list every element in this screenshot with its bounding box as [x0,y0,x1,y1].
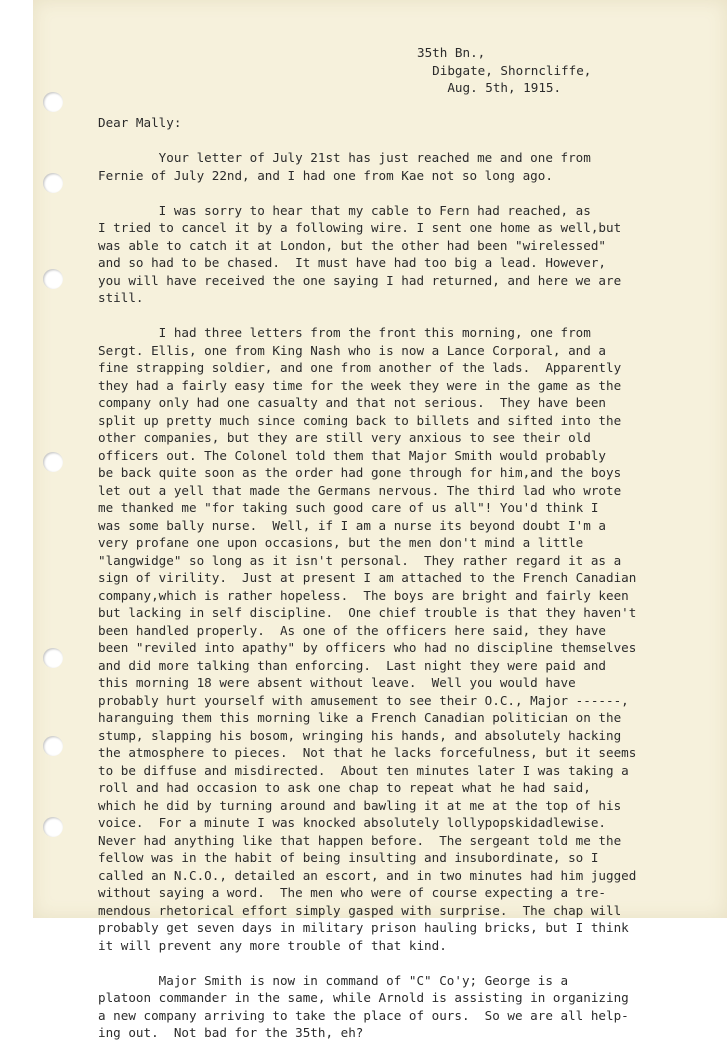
text-line: called an N.C.O., detailed an escort, and in two minutes had him jugged [98,867,637,883]
text-line: I tried to cancel it by a following wire. I sent one home as well,but [98,220,622,235]
paragraph [98,324,723,954]
punch-hole [43,736,63,756]
text-line: Never had anything like that happen before. The sergeant told me the [98,832,622,848]
text-line: they had a fairly easy time for the week they were in the game as the [98,377,622,393]
text-line: very profane one upon occasions, but the men don't mind a little [98,535,584,550]
text-line: officers out. The Colonel told them that Major Smith would probably [98,447,606,463]
salutation: Dear Mally: [98,115,182,130]
text-line: you will have received the one saying I had returned, and here we are [98,272,622,288]
paragraph [98,972,723,1042]
address-line: 35th Bn., [417,45,486,60]
text-line: other companies, but they are still very anxious to see their old [98,430,591,445]
text-line: be back quite soon as the order had gone through for him,and the boys [98,465,622,480]
text-line: and so had to be chased. It must have had too big a lead. However, [98,255,606,270]
text-line: haranguing them this morning like a French Canadian politician on the [98,710,622,725]
text-line: still. [98,290,144,305]
text-line: voice. For a minute I was knocked absolutely lollypopskidadlewise. [98,815,606,830]
text-line: been handled properly. As one of the officers here said, they have [98,622,606,638]
text-line: and did more talking than enforcing. Last night they were paid and [98,657,606,673]
text-line: fellow was in the habit of being insulting and insubordinate, so I [98,850,599,865]
text-line: to be diffuse and misdirected. About ten minutes later I was taking a [98,762,629,778]
text-line: probably hurt yourself with amusement to see their O.C., Major ------, [98,692,629,708]
text-line: mendous rhetorical effort simply gasped with surprise. The chap will [98,902,622,918]
text-line: roll and had occasion to ask one chap to repeat what he had said, [98,780,591,795]
text-line: company,which is rather hopeless. The boys are bright and fairly keen [98,587,629,603]
text-line: let out a yell that made the Germans nervous. The third lad who wrote [98,482,622,498]
text-line: split up pretty much since coming back to billets and sifted into the [98,412,622,428]
text-line: Fernie of July 22nd, and I had one from Kae not so long ago. [98,167,553,183]
punch-hole [43,452,63,472]
text-line: "langwidge" so long as it isn't personal. They rather regard it as a [98,552,622,568]
text-line: Your letter of July 21st has just reached me and one from [98,150,591,165]
text-line: without saying a word. The men who were of course expecting a tre- [98,885,606,900]
text-line: I was sorry to hear that my cable to Fern had reached, as [98,202,591,218]
text-line: Sergt. Ellis, one from King Nash who is now a Lance Corporal, and a [98,342,606,358]
text-line: platoon commander in the same, while Arnold is assisting in organizing [98,990,629,1005]
date-line: Aug. 5th, 1915. [417,80,562,95]
paragraph [98,202,723,307]
text-line: but lacking in self discipline. One chief trouble is that they haven't [98,605,637,620]
address-block [98,44,723,97]
punch-hole [43,173,63,193]
punch-hole [43,269,63,289]
text-line: Major Smith is now in command of "C" Co'y; George is a [98,972,569,988]
text-line: fine strapping soldier, and one from another of the lads. Apparently [98,360,622,375]
punch-hole [43,92,63,112]
text-line: company only had one casualty and that not serious. They have been [98,395,606,410]
text-line: me thanked me "for taking such good care of us all"! You'd think I [98,500,599,515]
text-line: which he did by turning around and bawling it at me at the top of his [98,797,622,813]
punch-hole [43,648,63,668]
punch-hole [43,817,63,837]
text-line: a new company arriving to take the place of ours. So we are all help- [98,1007,629,1023]
text-line: been "reviled into apathy" by officers who had no discipline themselves [98,640,637,655]
text-line: this morning 18 were absent without leave. Well you would have [98,675,576,690]
letter-text [98,44,723,1042]
text-line: I had three letters from the front this morning, one from [98,325,591,340]
text-line: was some bally nurse. Well, if I am a nurse its beyond doubt I'm a [98,517,606,533]
text-line: it will prevent any more trouble of that kind. [98,937,447,953]
text-line: stump, slapping his bosom, wringing his hands, and absolutely hacking [98,727,622,743]
text-line: probably get seven days in military prison hauling bricks, but I think [98,920,629,935]
text-line: sign of virility. Just at present I am attached to the French Canadian [98,570,637,585]
text-line: ing out. Not bad for the 35th, eh? [98,1025,364,1040]
paragraph [98,149,723,184]
letter-body [98,149,723,1042]
text-line: the atmosphere to pieces. Not that he lacks forcefulness, but it seems [98,745,637,760]
text-line: was able to catch it at London, but the other had been "wirelessed" [98,237,606,253]
address-line: Dibgate, Shorncliffe, [417,62,592,78]
